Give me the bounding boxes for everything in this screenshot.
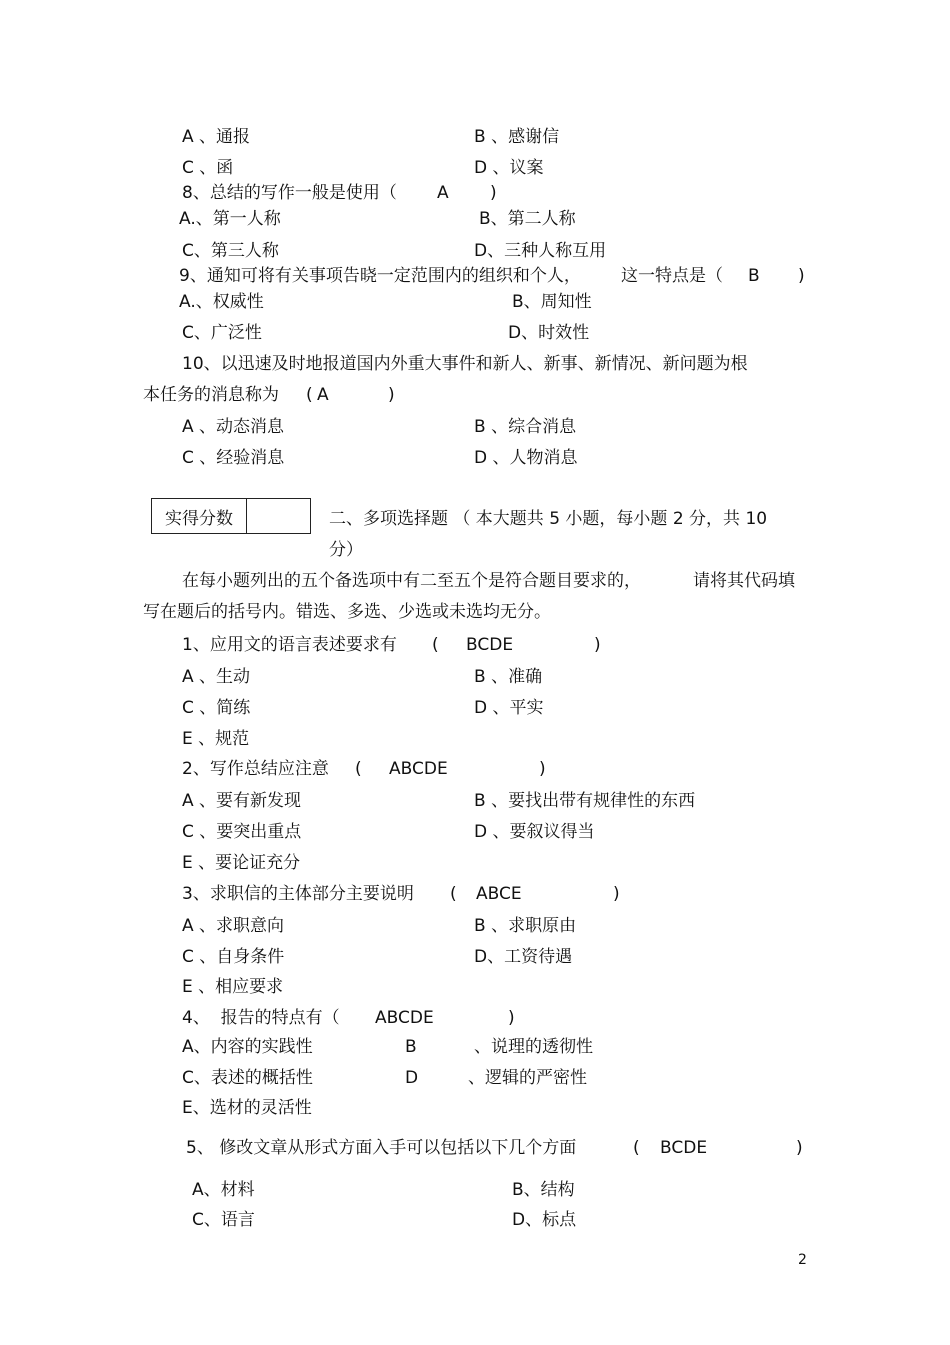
q10-close: ) — [388, 385, 395, 405]
m1-option-d: D 、平实 — [474, 698, 544, 718]
q8-close: ) — [490, 183, 497, 203]
score-label: 实得分数 — [152, 499, 247, 533]
m2-paren-open: ( — [355, 759, 362, 779]
m3-stem: 3、求职信的主体部分主要说明 — [182, 884, 414, 904]
m1-stem: 1、应用文的语言表述要求有 — [182, 635, 397, 655]
score-value-cell[interactable] — [247, 499, 310, 533]
m1-close: ) — [594, 635, 601, 655]
m2-option-a: A 、要有新发现 — [182, 791, 302, 811]
m1-option-c: C 、简练 — [182, 698, 251, 718]
m4-option-a: A、内容的实践性 — [182, 1037, 313, 1057]
m1-answer: BCDE — [466, 635, 514, 655]
q9-option-a: A.、权威性 — [179, 292, 264, 312]
q10-option-c: C 、经验消息 — [182, 448, 285, 468]
q9-stem-cont: 这一特点是（ — [621, 266, 723, 286]
m4-option-b-text: 、说理的透彻性 — [474, 1037, 593, 1057]
q10-stem-line2: 本任务的消息称为 — [143, 385, 279, 405]
m3-option-e: E 、相应要求 — [182, 977, 284, 997]
section2-heading-cont: 分） — [329, 540, 363, 560]
m5-paren-open: ( — [633, 1138, 640, 1158]
m5-option-c: C、语言 — [192, 1210, 255, 1230]
q9-stem: 9、通知可将有关事项告晓一定范围内的组织和个人， — [179, 266, 581, 286]
q8-answer: A — [437, 183, 449, 203]
m3-paren-open: ( — [450, 884, 457, 904]
m3-option-c: C 、自身条件 — [182, 947, 285, 967]
m5-option-a: A、材料 — [192, 1180, 255, 1200]
q8-stem: 8、总结的写作一般是使用（ — [182, 183, 397, 203]
m1-paren-open: ( — [432, 635, 439, 655]
section2-heading: 二、多项选择题 （ 本大题共 5 小题，每小题 2 分，共 10 — [329, 509, 768, 529]
q10-paren-open: ( — [306, 385, 313, 405]
m5-option-b: B、结构 — [512, 1180, 575, 1200]
m4-option-e: E、选材的灵活性 — [182, 1098, 312, 1118]
m2-stem: 2、写作总结应注意 — [182, 759, 329, 779]
m5-close: ) — [796, 1138, 803, 1158]
m3-option-b: B 、求职原由 — [474, 916, 577, 936]
m4-option-c: C、表述的概括性 — [182, 1068, 313, 1088]
q9-answer: B — [748, 266, 760, 286]
m3-answer: ABCE — [476, 884, 522, 904]
m5-option-d: D、标点 — [512, 1210, 577, 1230]
q10-option-a: A 、动态消息 — [182, 417, 285, 437]
q8-option-c: C、第三人称 — [182, 241, 279, 261]
m4-option-b-letter: B — [405, 1037, 417, 1057]
q10-option-b: B 、综合消息 — [474, 417, 577, 437]
section2-instructions: 在每小题列出的五个备选项中有二至五个是符合题目要求的， — [182, 571, 641, 591]
m2-close: ) — [539, 759, 546, 779]
q8-option-a: A.、第一人称 — [179, 209, 281, 229]
score-box — [151, 498, 311, 534]
m1-option-a: A 、生动 — [182, 667, 251, 687]
m1-option-b: B 、准确 — [474, 667, 543, 687]
m5-stem: 5、 修改文章从形式方面入手可以包括以下几个方面 — [186, 1138, 577, 1158]
m2-answer: ABCDE — [389, 759, 448, 779]
m4-stem: 4、 报告的特点有（ — [182, 1008, 340, 1028]
m3-close: ) — [613, 884, 620, 904]
m4-answer: ABCDE — [375, 1008, 434, 1028]
m3-option-d: D、工资待遇 — [474, 947, 573, 967]
m4-option-d-text: 、逻辑的严密性 — [468, 1068, 587, 1088]
m2-option-b: B 、要找出带有规律性的东西 — [474, 791, 696, 811]
q9-option-d: D、时效性 — [508, 323, 590, 343]
q7-option-b: B 、感谢信 — [474, 127, 560, 147]
q7-option-d: D 、议案 — [474, 158, 544, 178]
q9-option-b: B、周知性 — [512, 292, 592, 312]
m4-close: ) — [508, 1008, 515, 1028]
q10-option-d: D 、人物消息 — [474, 448, 578, 468]
q8-option-d: D、三种人称互用 — [474, 241, 607, 261]
q10-stem-line1: 10、以迅速及时地报道国内外重大事件和新人、新事、新情况、新问题为根 — [182, 354, 748, 374]
m2-option-d: D 、要叙议得当 — [474, 822, 595, 842]
q7-option-c: C 、函 — [182, 158, 234, 178]
m2-option-c: C 、要突出重点 — [182, 822, 302, 842]
q9-close: ) — [798, 266, 805, 286]
m4-option-d-letter: D — [405, 1068, 419, 1088]
q8-option-b: B、第二人称 — [479, 209, 576, 229]
q10-answer: A — [317, 385, 329, 405]
page-number: 2 — [798, 1252, 807, 1268]
m1-option-e: E 、规范 — [182, 729, 250, 749]
m2-option-e: E 、要论证充分 — [182, 853, 301, 873]
q9-option-c: C、广泛性 — [182, 323, 262, 343]
section2-instructions-line2: 写在题后的括号内。错选、多选、少选或未选均无分。 — [143, 602, 551, 622]
section2-instructions-cont: 请将其代码填 — [693, 571, 795, 591]
q7-option-a: A 、通报 — [182, 127, 251, 147]
m3-option-a: A 、求职意向 — [182, 916, 285, 936]
m5-answer: BCDE — [660, 1138, 708, 1158]
